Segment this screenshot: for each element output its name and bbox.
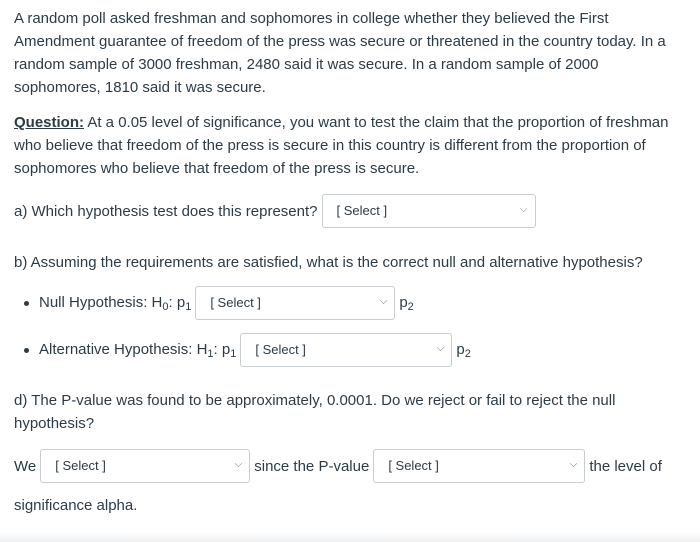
question-paragraph: [14, 111, 686, 180]
part-d-prompt: d) The P-value was found to be approximately, 0.0001. Do we reject or fail to reject the null hypothesis?: [14, 392, 616, 432]
bullet: [24, 348, 29, 353]
part-d-row: [14, 448, 662, 484]
alt-hypothesis-row: [14, 332, 471, 368]
chevron-down-icon: ⌵: [569, 459, 578, 470]
chevron-down-icon: ⌵: [379, 296, 388, 307]
pvalue-comparison-select[interactable]: [373, 449, 585, 483]
hypothesis-test-select[interactable]: [322, 194, 536, 228]
bullet: [24, 301, 29, 306]
question-label: Question:: [14, 114, 84, 131]
null-hypothesis-row: [14, 285, 414, 321]
reject-decision-select[interactable]: [40, 449, 250, 483]
intro-paragraph: A random poll asked freshman and sophomores in college whether they believed the First Amendment guarantee of freedom of the press was secure or threatened in the country today. In a random sample of 3000 freshman, 2480 said it was secure. In a random sample of 2000 sophomores, 1810 said it was secure.: [14, 10, 666, 96]
null-hypothesis-select-value: [ Select ]: [210, 295, 261, 310]
chevron-down-icon: ⌵: [436, 343, 445, 354]
part-a-row: [14, 193, 540, 229]
null-hypothesis-label: Null Hypothesis: $H_0$: $p_1$: [39, 293, 192, 313]
reject-decision-select-value: [ Select ]: [55, 458, 106, 473]
level-label: the level of: [589, 457, 662, 475]
alt-p2: $p_2$: [456, 340, 471, 360]
question-text: At a 0.05 level of significance, you want to test the claim that the proportion of freshman who believe that freedom of the press is secure in this country is different from the proportion of sophomores who believe that freedom of the press is secure.: [14, 114, 669, 177]
null-p2: $p_2$: [399, 293, 414, 313]
hypothesis-test-select-value: [ Select ]: [336, 203, 388, 218]
chevron-down-icon: ⌵: [234, 459, 243, 470]
significance-text: significance alpha.: [14, 497, 138, 514]
alt-hypothesis-label: Alternative Hypothesis: $H_1$: $p_1$: [39, 340, 237, 360]
part-b-prompt: b) Assuming the requirements are satisfied, what is the correct null and alternative hypothesis?: [14, 254, 643, 271]
since-label: since the P-value: [254, 457, 370, 475]
part-a-prompt: a) Which hypothesis test does this represent?: [14, 202, 318, 220]
pvalue-comparison-select-value: [ Select ]: [388, 458, 439, 473]
we-label: We: [14, 457, 37, 475]
chevron-down-icon: ⌵: [519, 204, 528, 215]
alt-hypothesis-select[interactable]: [240, 333, 452, 367]
null-hypothesis-select[interactable]: [195, 286, 395, 320]
alt-hypothesis-select-value: [ Select ]: [255, 342, 306, 357]
bottom-divider: [0, 532, 700, 542]
